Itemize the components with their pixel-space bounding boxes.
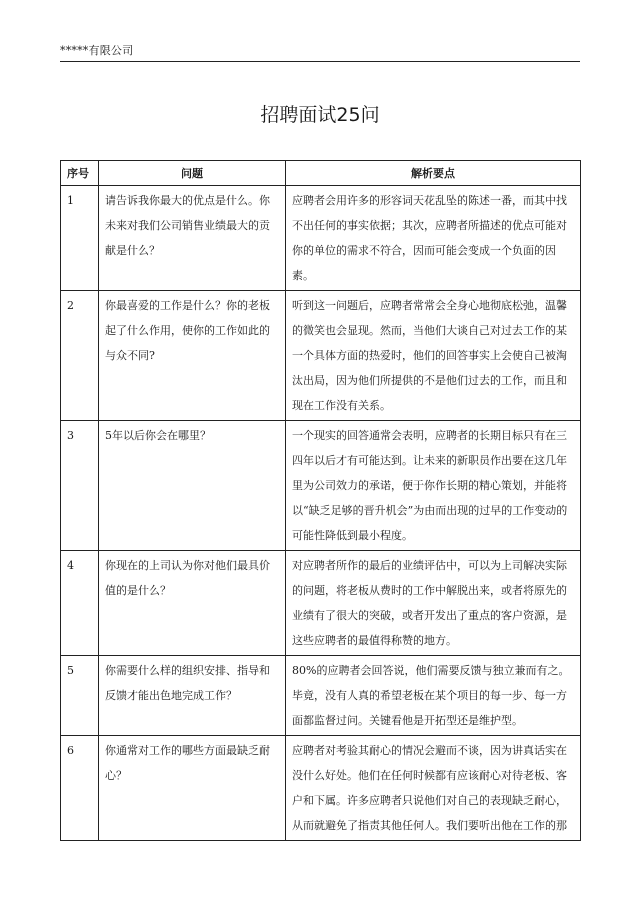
- table-row: [61, 291, 581, 421]
- table-row: [61, 736, 581, 841]
- row-analysis: 听到这一问题后，应聘者常常会全身心地彻底松弛，温馨的微笑也会显现。然而，当他们大谈自己对过去工作的某一个具体方面的热爱时，他们的回答事实上会使自己被淘汰出局，因为他们所提供的不是他们过去的工作，而且和现在工作没有关系。: [286, 291, 581, 421]
- row-analysis: 对应聘者所作的最后的业绩评估中，可以为上司解决实际的问题，将老板从费时的工作中解脱出来，或者将原先的业绩有了很大的突破，或者开发出了重点的客户资源，是这些应聘者的最值得称赞的地方。: [286, 551, 581, 656]
- page-title: 招聘面试25问: [260, 104, 380, 126]
- row-number: 6: [61, 736, 99, 841]
- table-row: [61, 656, 581, 736]
- row-question: 你需要什么样的组织安排、指导和反馈才能出色地完成工作？: [99, 656, 286, 736]
- row-analysis: 应聘者对考验其耐心的情况会避而不谈，因为讲真话实在没什么好处。他们在任何时候都有应该耐心对待老板、客户和下属。许多应聘者只说他们对自己的表现缺乏耐心，从而就避免了指责其他任何人。我们要听出他在工作的那: [286, 736, 581, 841]
- row-question: 你最喜爱的工作是什么？你的老板起了什么作用，使你的工作如此的与众不同?: [99, 291, 286, 421]
- row-question: 5年以后你会在哪里？: [99, 421, 286, 551]
- row-number: 3: [61, 421, 99, 551]
- column-header-question: 问题: [99, 161, 286, 186]
- company-header: *****有限公司: [60, 44, 134, 57]
- row-number: 1: [61, 186, 99, 291]
- row-question: 你通常对工作的哪些方面最缺乏耐心？: [99, 736, 286, 841]
- row-number: 5: [61, 656, 99, 736]
- interview-questions-table: [60, 160, 581, 841]
- row-analysis: 一个现实的回答通常会表明，应聘者的长期目标只有在三四年以后才有可能达到。让未来的新职员作出要在这几年里为公司效力的承诺，便于你作长期的精心策划，并能将以“缺乏足够的晋升机会”为由而出现的过早的工作变动的可能性降低到最小程度。: [286, 421, 581, 551]
- table-row: [61, 421, 581, 551]
- column-header-analysis: 解析要点: [286, 161, 581, 186]
- row-analysis: 80%的应聘者会回答说，他们需要反馈与独立兼而有之。毕竟，没有人真的希望老板在某个项目的每一步、每一方面都监督过问。关键看他是开拓型还是维护型。: [286, 656, 581, 736]
- row-question: 请告诉我你最大的优点是什么。你未来对我们公司销售业绩最大的贡献是什么？: [99, 186, 286, 291]
- row-number: 4: [61, 551, 99, 656]
- table-row: [61, 186, 581, 291]
- header-divider: [60, 61, 580, 62]
- row-question: 你现在的上司认为你对他们最具价值的是什么？: [99, 551, 286, 656]
- table-header-row: [61, 161, 581, 186]
- table-row: [61, 551, 581, 656]
- row-analysis: 应聘者会用许多的形容词天花乱坠的陈述一番，而其中找不出任何的事实依据；其次，应聘者所描述的优点可能对你的单位的需求不符合，因而可能会变成一个负面的因素。: [286, 186, 581, 291]
- row-number: 2: [61, 291, 99, 421]
- column-header-number: 序号: [61, 161, 99, 186]
